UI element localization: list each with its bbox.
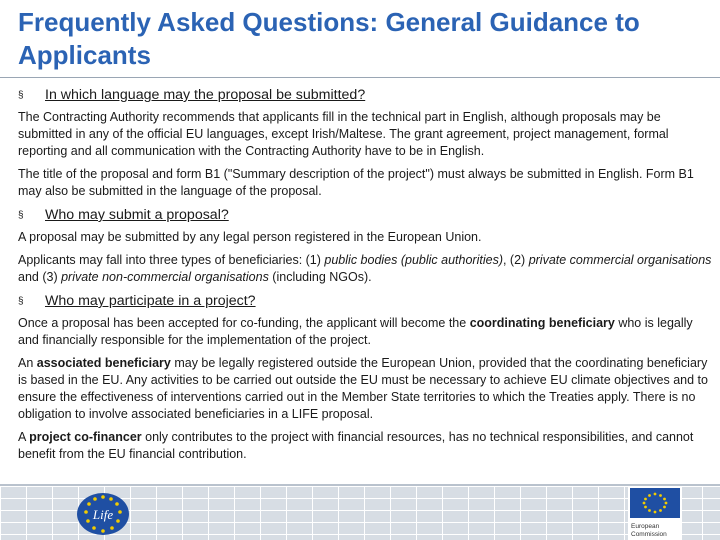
bold-term: project co-financer bbox=[29, 430, 142, 444]
text-run: (including NGOs). bbox=[268, 270, 372, 284]
life-logo-text: Life bbox=[92, 507, 114, 522]
european-commission-logo bbox=[628, 486, 682, 540]
ec-logo-line1: European bbox=[631, 523, 660, 530]
faq-question-language bbox=[18, 86, 712, 105]
text-run: may be legally registered outside the European Union, provided that the coordinating beneficiary is based in the EU. Any activities to be carried out outside the EU must be necessary to achieve EU climate objectives and to ensure the effectiveness of interventions carried out in the Member State territories to which the Treaties apply. There is no obligation to involve associated beneficiaries in a LIFE proposal. bbox=[18, 356, 708, 421]
answer-paragraph bbox=[18, 252, 712, 286]
text-run: A bbox=[18, 430, 30, 444]
bullet-icon: § bbox=[18, 90, 24, 101]
answer-paragraph: A proposal may be submitted by any legal person registered in the European Union. bbox=[18, 230, 482, 244]
text-run: , (2) bbox=[502, 253, 529, 267]
ec-logo-line2: Commission bbox=[631, 531, 667, 538]
italic-term: private non-commercial organisations bbox=[61, 270, 269, 284]
bold-term: associated beneficiary bbox=[36, 356, 171, 370]
italic-term: private commercial organisations bbox=[528, 253, 712, 267]
text-run: and (3) bbox=[18, 270, 62, 284]
bold-term: coordinating beneficiary bbox=[469, 316, 615, 330]
answer-paragraph bbox=[18, 429, 712, 463]
answer-paragraph: The title of the proposal and form B1 ("Summary description of the project") must always be submitted in English. Form B1 may also be submitted in the language of the proposal. bbox=[18, 167, 694, 198]
text-run: Once a proposal has been accepted for co-funding, the applicant will become the bbox=[18, 316, 470, 330]
text-run: An bbox=[18, 356, 37, 370]
text-run: who is legally and financially responsible for the implementation of the project. bbox=[18, 316, 693, 347]
question-text: Who may submit a proposal? bbox=[45, 207, 229, 223]
italic-term: public bodies (public authorities) bbox=[324, 253, 503, 267]
question-text: In which language may the proposal be submitted? bbox=[45, 87, 366, 103]
life-logo bbox=[76, 492, 130, 536]
faq-question-who-participates bbox=[18, 292, 712, 311]
text-run: Applicants may fall into three types of beneficiaries: (1) bbox=[18, 253, 325, 267]
answer-paragraph bbox=[18, 315, 712, 349]
faq-content bbox=[18, 86, 712, 467]
title-divider bbox=[0, 77, 720, 78]
answer-paragraph: The Contracting Authority recommends that applicants fill in the technical part in English, although proposals may be submitted in any of the official EU languages, except Irish/Maltese. The grant agreement, project management, formal reporting and all communication with the Contracting Authority have to be in English. bbox=[18, 110, 669, 158]
question-text: Who may participate in a project? bbox=[45, 293, 256, 309]
faq-question-who-submits bbox=[18, 206, 712, 225]
text-run: only contributes to the project with financial resources, has no technical responsibilities, and cannot benefit from the EU financial contribution. bbox=[18, 430, 694, 461]
answer-paragraph bbox=[18, 355, 712, 423]
bullet-icon: § bbox=[18, 210, 24, 221]
bullet-icon: § bbox=[18, 296, 24, 307]
page-title: Frequently Asked Questions: General Guidance to Applicants bbox=[18, 7, 640, 70]
